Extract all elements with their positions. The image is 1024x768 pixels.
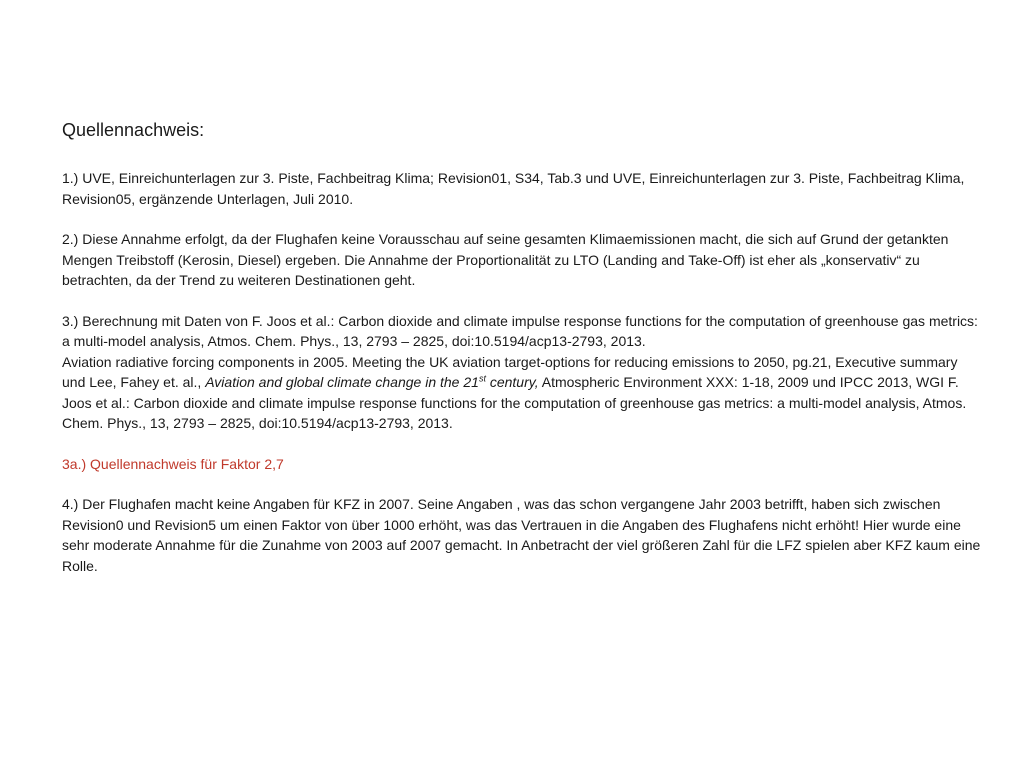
reference-4-text: 4.) Der Flughafen macht keine Angaben für KFZ in 2007. Seine Angaben , was das schon vergangene Jahr 2003 betrifft, haben sich zwischen Revision0 und Revision5 um einen Faktor von über 1000 erhöht, was das Vertrauen in die Angaben des Flughafens nicht erhöht! Hier wurde eine sehr moderate Annahme für die Zunahme von 2003 auf 2007 gemacht. In Anbetracht der viel größeren Zahl für die LFZ spielen aber KFZ kaum eine Rolle.	[62, 496, 981, 574]
page-title: Quellennachweis:	[62, 120, 205, 140]
reference-2	[62, 229, 982, 291]
reference-3-line-1: 3.) Berechnung mit Daten von F. Joos et al.: Carbon dioxide and climate impulse response functions for the computation of greenhouse gas metrics: a multi-model analysis, Atmos. Chem. Phys., 13, 2793 – 2825, doi:10.5194/acp13-2793, 2013.	[62, 312, 978, 349]
reference-3-line-2-pre: Aviation radiative forcing components in 2005. Meeting the UK aviation target-options for reducing emissions to 2050, pg.21, Executive summary und Lee, Fahey et. al.,	[62, 353, 958, 390]
reference-3-book-title-end: century,	[485, 374, 539, 390]
reference-4	[62, 494, 982, 576]
reference-3-book-title-text: Aviation and global climate change in the 21	[205, 374, 479, 390]
reference-3	[62, 311, 982, 434]
reference-3-superscript: st	[478, 373, 486, 384]
reference-3-line-2-post: Atmospheric Environment XXX: 1-18, 2009 und IPCC 2013, WGI F. Joos et al.: Carbon dioxide and climate impulse response functions for the computation of greenhouse gas metrics: a multi-model analysis, Atmos. Chem. Phys., 13, 2793 – 2825, doi:10.5194/acp13-2793, 2013.	[62, 374, 967, 431]
references-block	[62, 118, 982, 596]
reference-3a	[62, 454, 982, 475]
reference-1	[62, 168, 982, 209]
reference-2-text: 2.) Diese Annahme erfolgt, da der Flughafen keine Vorausschau auf seine gesamten Klimaemissionen macht, die sich auf Grund der getankten Mengen Treibstoff (Kerosin, Diesel) ergeben. Die Annahme der Proportionalität zu LTO (Landing and Take-Off) ist eher als „konservativ“ zu betrachten, da der Trend zu weiteren Destinationen geht.	[62, 231, 949, 288]
reference-3a-text: 3a.) Quellennachweis für Faktor 2,7	[62, 455, 284, 472]
reference-3-line-2	[62, 352, 982, 434]
reference-3-book-title	[205, 374, 538, 390]
reference-1-text: 1.) UVE, Einreichunterlagen zur 3. Piste, Fachbeitrag Klima; Revision01, S34, Tab.3 und UVE, Einreichunterlagen zur 3. Piste, Fachbeitrag Klima, Revision05, ergänzende Unterlagen, Juli 2010.	[62, 170, 965, 207]
